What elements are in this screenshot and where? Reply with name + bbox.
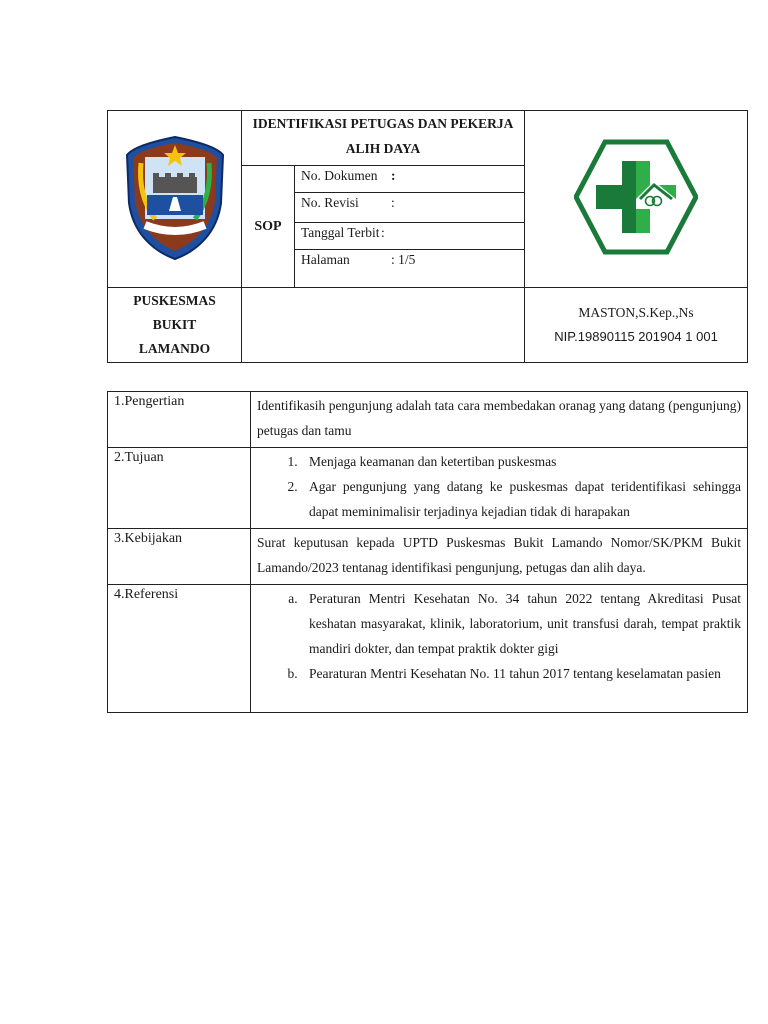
right-logo-cell xyxy=(525,111,748,288)
field-no-revisi xyxy=(295,193,525,223)
regional-seal-icon xyxy=(125,133,225,261)
list-item: b. Pearaturan Mentri Kesehatan No. 11 tahun 2017 tentang keselamatan pasien xyxy=(301,661,741,686)
field-value: : 1/5 xyxy=(391,252,416,267)
field-value: : xyxy=(391,168,396,183)
section-text: Surat keputusan kepada UPTD Puskesmas Bukit Lamando Nomor/SK/PKM Bukit Lamando/2023 tentanag identifikasi pengunjung, petugas dan alih daya. xyxy=(251,529,748,585)
section-row xyxy=(108,392,748,448)
section-row xyxy=(108,585,748,713)
section-content xyxy=(251,585,748,713)
sop-content-table xyxy=(107,391,748,713)
org-line1: PUSKESMAS xyxy=(133,293,216,308)
section-row xyxy=(108,529,748,585)
list-item: 2. Agar pengunjung yang datang ke puskesmas dapat teridentifikasi sehingga dapat meminimalisir terjadinya kejadian tidak di harapakan xyxy=(301,474,741,524)
tujuan-list xyxy=(257,449,741,524)
field-tanggal-terbit xyxy=(295,223,525,250)
org-line3: LAMANDO xyxy=(138,341,211,356)
section-label: 3.Kebijakan xyxy=(108,529,251,585)
field-label: Halaman xyxy=(301,252,350,267)
document-title-cell xyxy=(242,111,525,166)
signer-name: MASTON,S.Kep.,Ns xyxy=(578,305,694,320)
referensi-list xyxy=(257,586,741,686)
document-title-line2: ALIH DAYA xyxy=(345,141,421,156)
field-label: Tanggal Terbit xyxy=(301,225,380,240)
field-value: : xyxy=(381,225,385,240)
sop-header-table xyxy=(107,110,748,363)
document-title-line1: IDENTIFIKASI PETUGAS DAN PEKERJA xyxy=(252,116,514,131)
section-label: 4.Referensi xyxy=(108,585,251,713)
section-text: Identifikasih pengunjung adalah tata cara membedakan oranag yang datang (pengunjung) petugas dan tamu xyxy=(251,392,748,448)
left-logo-cell xyxy=(108,111,242,288)
field-no-dokumen xyxy=(295,166,525,193)
signer-nip: NIP.19890115 201904 1 001 xyxy=(554,329,718,344)
blank-cell xyxy=(242,288,525,363)
section-row xyxy=(108,448,748,529)
field-value: : xyxy=(391,195,395,210)
section-content xyxy=(251,448,748,529)
field-label: No. Dokumen xyxy=(301,168,378,183)
section-label: 1.Pengertian xyxy=(108,392,251,448)
puskesmas-logo-icon xyxy=(574,139,698,255)
field-label: No. Revisi xyxy=(301,195,359,210)
org-line2: BUKIT xyxy=(152,317,197,332)
sop-label: SOP xyxy=(242,166,295,288)
field-halaman xyxy=(295,250,525,288)
list-item: 1. Menjaga keamanan dan ketertiban puskesmas xyxy=(301,449,741,474)
list-item: a. Peraturan Mentri Kesehatan No. 34 tahun 2022 tentang Akreditasi Pusat keshatan masyarakat, klinik, laboratorium, unit transfusi darah, tempat praktik mandiri dokter, dan tempat praktik dokter gigi xyxy=(301,586,741,661)
organization-name-cell xyxy=(108,288,242,363)
section-label: 2.Tujuan xyxy=(108,448,251,529)
signer-cell xyxy=(525,288,748,363)
